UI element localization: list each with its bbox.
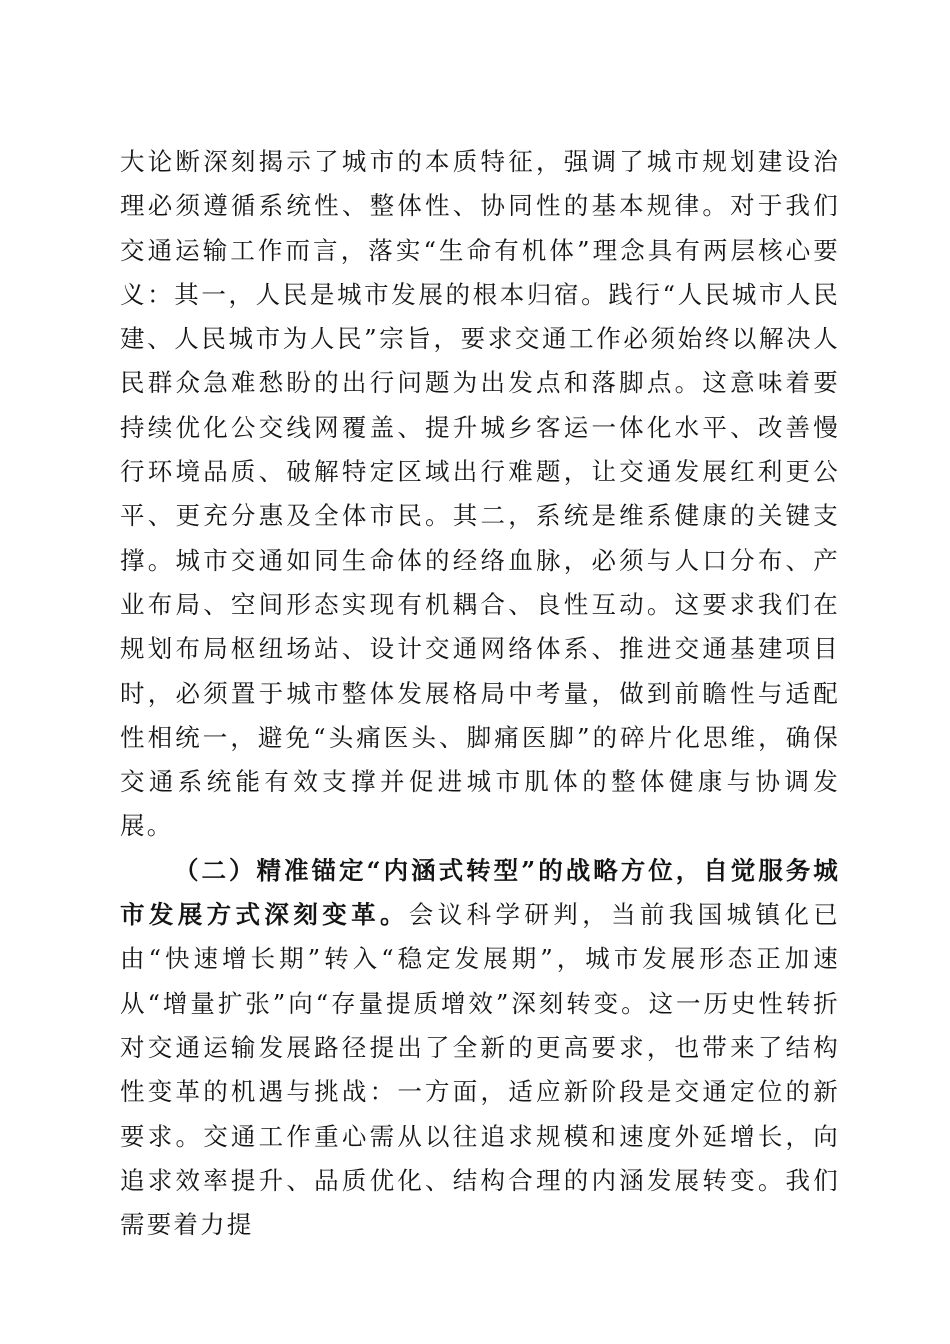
paragraph-section-two — [120, 849, 840, 1248]
paragraph-continued: 大论断深刻揭示了城市的本质特征，强调了城市规划建设治理必须遵循系统性、整体性、协同性的基本规律。对于我们交通运输工作而言，落实“生命有机体”理念具有两层核心要义：其一，人民是城市发展的根本归宿。践行“人民城市人民建、人民城市为人民”宗旨，要求交通工作必须始终以解决人民群众急难愁盼的出行问题为出发点和落脚点。这意味着要持续优化公交线网覆盖、提升城乡客运一体化水平、改善慢行环境品质、破解特定区域出行难题，让交通发展红利更公平、更充分惠及全体市民。其二，系统是维系健康的关键支撑。城市交通如同生命体的经络血脉，必须与人口分布、产业布局、空间形态实现有机耦合、良性互动。这要求我们在规划布局枢纽场站、设计交通网络体系、推进交通基建项目时，必须置于城市整体发展格局中考量，做到前瞻性与适配性相统一，避免“头痛医头、脚痛医脚”的碎片化思维，确保交通系统能有效支撑并促进城市肌体的整体健康与协调发展。 — [120, 147, 840, 841]
section-heading: （二）精准锚定“内涵式转型”的战略方位，自觉服务城市发展方式深刻变革。 — [120, 855, 840, 930]
section-body: 会议科学研判，当前我国城镇化已由“快速增长期”转入“稳定发展期”，城市发展形态正加速从“增量扩张”向“存量提质增效”深刻转变。这一历史性转折对交通运输发展路径提出了全新的更高要求，也带来了结构性变革的机遇与挑战：一方面，适应新阶段是交通定位的新要求。交通工作重心需从以往追求规模和速度外延增长，向追求效率提升、品质优化、结构合理的内涵发展转变。我们需要着力提 — [120, 900, 840, 1240]
document-body — [120, 140, 840, 1247]
